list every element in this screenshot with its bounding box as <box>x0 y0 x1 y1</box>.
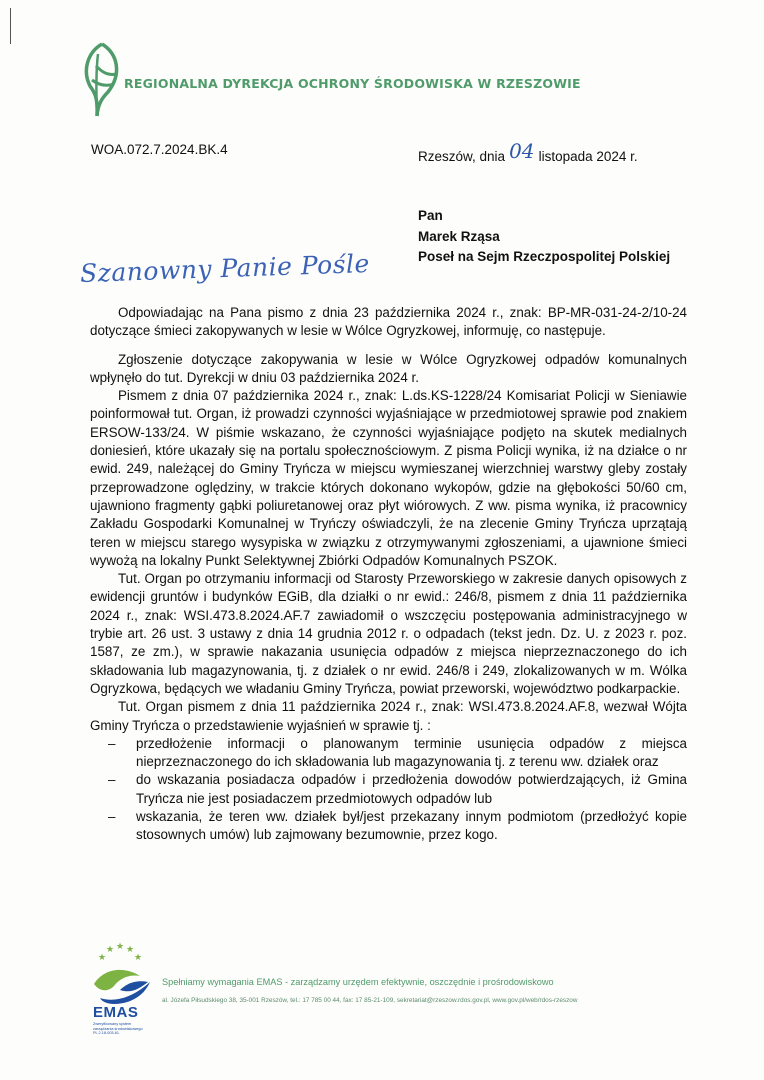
recipient-title: Pan <box>418 208 443 223</box>
letter-body <box>90 304 687 845</box>
bullet-dash: – <box>108 809 116 825</box>
emas-registration: Zweryfikowany system zarządzania środowiskowego PL 2.18-003-61 <box>93 1022 143 1036</box>
list-item-text: przedłożenie informacji o planowanym terminie usunięcia odpadów z miejsca nieprzeznaczonego do ich składowania lub magazynowania tj. z terenu ww. działek oraz <box>136 735 687 770</box>
list-item-text: do wskazania posiadacza odpadów i przedłożenia dowodów potwierdzających, iż Gmina Tryńcza nie jest posiadaczem przedmiotowych odpadów lub <box>136 772 687 806</box>
paragraph: Pismem z dnia 07 października 2024 r., znak: L.ds.KS-1228/24 Komisariat Policji w Sieniawie poinformował tut. Organ, iż prowadzi czynności wyjaśniające w przedmiotowej sprawie pod znakiem ERSOW-133/24. W piśmie wskazano, że czynności wyjaśniające podjęto na skutek medialnych doniesień, które ukazały się na portalu społecznościowym. Z pisma Policji wynika, iż na działce o nr ewid. 249, należącej do Gminy Tryńcza w miejscu wymieszanej wierzchniej warstwy gleby zostały przeprowadzone oględziny, w trakcie których dokonano wykopów, gdzie na głębokości 50/60 cm, ujawniono fragmenty gąbki poliuretanowej oraz płyt wiórowych. Z ww. pisma wynika, iż pracownicy Zakładu Gospodarki Komunalnej w Tryńczy oświadczyli, że na zlecenie Gminy Tryńcza uprzątają teren w miejscu starego wysypiska w związku z otrzymywanymi zgłoszeniami, a ujawnione śmieci wywożą na lokalny Punkt Selektywnej Zbiórki Odpadów Komunalnych PSZOK. <box>90 388 687 568</box>
list-item <box>90 735 687 772</box>
leaf-logo-icon <box>78 40 122 118</box>
paragraph: Tut. Organ pismem z dnia 11 października 2024 r., znak: WSI.473.8.2024.AF.8, wezwał Wójta Gminy Tryńcza o przedstawienie wyjaśnień w sprawie tj. : <box>90 699 687 733</box>
list-item-text: wskazania, że teren ww. działek był/jest przekazany innym podmiotom (przedłożyć kopie stosownych umów) lub zajmowany bezumownie, przez kogo. <box>136 809 687 843</box>
svg-text:★: ★ <box>116 941 125 951</box>
footer-address: al. Józefa Piłsudskiego 38, 35-001 Rzeszów, tel.: 17 785 00 44, fax: 17 85-21-109, sekretariat@rzeszow.rdos.gov.pl, www.gov.pl/web/rdos-rzeszow <box>162 997 578 1004</box>
paragraph: Odpowiadając na Pana pismo z dnia 23 października 2024 r., znak: BP-MR-031-24-2/10-24 dotyczące śmieci zakopywanych w lesie w Wólce Ogryzkowej, informuję, co następuje. <box>90 305 687 339</box>
svg-text:★: ★ <box>126 944 135 954</box>
emas-statement: Spełniamy wymagania EMAS - zarządzamy urzędem efektywnie, oszczędnie i prośrodowiskowo <box>162 977 554 987</box>
recipient-position: Poseł na Sejm Rzeczpospolitej Polskiej <box>418 249 671 264</box>
bullet-dash: – <box>108 735 116 751</box>
paragraph: Tut. Organ po otrzymaniu informacji od Starosty Przeworskiego w zakresie danych opisowych z ewidencji gruntów i budynków EGiB, dla działki o nr ewid.: 246/8, pismem z dnia 11 października 2024 r., znak: WSI.473.8.2024.AF.7 zawiadomił o wszczęciu postępowania administracyjnego w trybie art. 26 ust. 3 ustawy z dnia 14 grudnia 2012 r. o odpadach (tekst jedn. Dz. U. z 2023 r. poz. 1587, ze zm.), w sprawie nakazania usunięcia odpadów z miejsca nieprzeznaczonego do ich składowania lub magazynowania, tj. z działek o nr ewid. 246/8 i 249, zlokalizowanych w m. Wólka Ogryzkowa, będących we władaniu Gminy Tryńcza, powiat przeworski, województwo podkarpackie. <box>90 571 687 696</box>
org-name: REGIONALNA DYREKCJA OCHRONY ŚRODOWISKA W RZESZOWIE <box>124 76 581 91</box>
emas-logo-icon <box>90 962 156 1004</box>
emas-label: EMAS <box>93 1004 139 1021</box>
recipient-name: Marek Rząsa <box>418 228 500 244</box>
date-day-handwritten: 04 <box>509 139 535 163</box>
bullet-list <box>90 735 687 845</box>
date-suffix: listopada 2024 r. <box>538 149 638 164</box>
list-item <box>90 808 687 845</box>
svg-text:★: ★ <box>98 952 107 962</box>
bullet-dash: – <box>108 772 116 788</box>
svg-text:★: ★ <box>106 944 115 954</box>
list-item <box>90 771 687 808</box>
recipient-block <box>418 206 670 268</box>
svg-text:★: ★ <box>134 952 143 962</box>
handwritten-salutation: Szanowny Panie Pośle <box>79 248 371 289</box>
letter-date <box>418 139 638 166</box>
date-prefix: Rzeszów, dnia <box>418 149 506 164</box>
paragraph: Zgłoszenie dotyczące zakopywania w lesie w Wólce Ogryzkowej odpadów komunalnych wpłynęło do tut. Dyrekcji w dniu 03 października 2024 r. <box>90 351 687 385</box>
margin-mark <box>10 8 11 44</box>
reference-number: WOA.072.7.2024.BK.4 <box>91 142 228 157</box>
